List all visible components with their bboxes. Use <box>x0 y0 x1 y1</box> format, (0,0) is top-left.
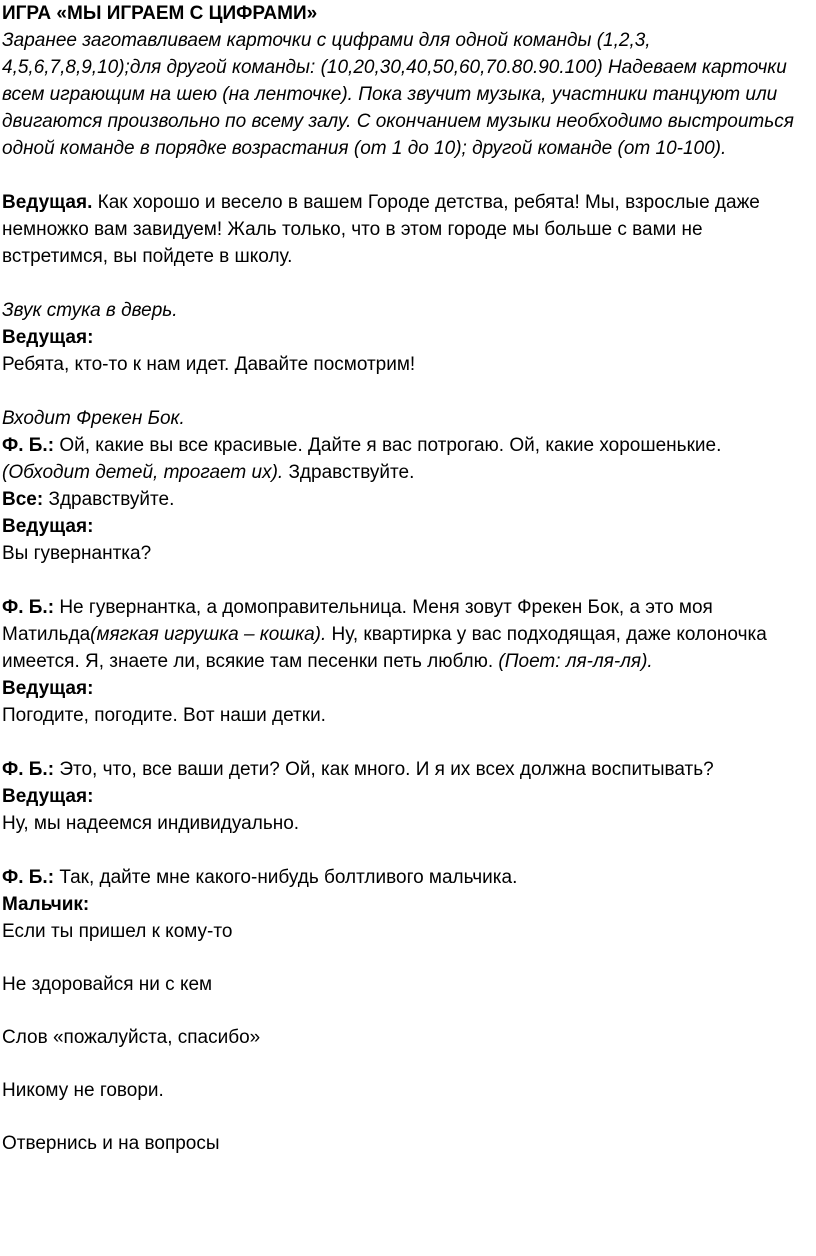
speaker-label: Ф. Б.: <box>2 759 55 780</box>
poem-line: Слов «пожалуйста, спасибо» <box>2 1027 261 1048</box>
paragraph-gap <box>2 378 804 405</box>
stage-direction-inline: (Поет: ля-ля-ля). <box>498 651 653 672</box>
poem-line: Отвернись и на вопросы <box>2 1133 220 1154</box>
speech-text: Ну, квартирка у вас подходящая, даже колоночка имеется. Я, знаете ли, всякие там песенки петь люблю. <box>2 624 767 672</box>
speaker-label: Ведущая: <box>2 327 94 348</box>
paragraph-fb-greeting <box>2 432 804 486</box>
speech-text: Ну, мы надеемся индивидуально. <box>2 813 300 834</box>
poem-line: Не здоровайся ни с кем <box>2 974 213 995</box>
stage-direction-knock: Звук стука в дверь. <box>2 300 178 321</box>
stage-direction-inline: (мягкая игрушка – кошка). <box>90 624 327 645</box>
paragraph-all <box>2 486 804 513</box>
speech-text: Вы гувернантка? <box>2 543 152 564</box>
document-title: ИГРА «МЫ ИГРАЕМ С ЦИФРАМИ» <box>2 3 318 24</box>
speaker-label: Ф. Б.: <box>2 597 55 618</box>
speaker-label: Ведущая: <box>2 678 94 699</box>
speaker-label: Ф. Б.: <box>2 435 55 456</box>
speech-text: Ребята, кто-то к нам идет. Давайте посмотрим! <box>2 354 416 375</box>
poem-line: Никому не говори. <box>2 1080 164 1101</box>
speech-text: Не гувернантка, а домоправительница. Меня зовут Фрекен Бок, а это моя Матильда <box>2 597 713 645</box>
paragraph-gap <box>2 729 804 756</box>
paragraph-gap <box>2 162 804 189</box>
speech-text: Так, дайте мне какого-нибудь болтливого мальчика. <box>54 867 518 888</box>
speech-text: Погодите, погодите. Вот наши детки. <box>2 705 326 726</box>
speech-text: Здравствуйте. <box>43 489 175 510</box>
speaker-label: Ведущая: <box>2 516 94 537</box>
speech-text: Ой, какие вы все красивые. Дайте я вас потрогаю. Ой, какие хорошенькие. <box>54 435 722 456</box>
paragraph-gap <box>2 837 804 864</box>
paragraph-fb-housekeeper <box>2 594 804 675</box>
speaker-label: Все: <box>2 489 44 510</box>
paragraph-gap <box>2 270 804 297</box>
speech-text: Как хорошо и весело в вашем Городе детства, ребята! Мы, взрослые даже немножко вам завидуем! Жаль только, что в этом городе мы больше с вами не встретимся, вы пойдете в школу. <box>2 192 760 267</box>
paragraph-gap <box>2 567 804 594</box>
speech-text: Здравствуйте. <box>283 462 415 483</box>
game-description: Заранее заготавливаем карточки с цифрами для одной команды (1,2,3, 4,5,6,7,8,9,10);для другой команды: (10,20,30,40,50,60,70.80.90.100) Надеваем карточки всем играющим на шею (на ленточке). Пока звучит музыка, участники танцуют или двигаются произвольно по всему залу. С окончанием музыки необходимо выстроиться одной команде в порядке возрастания (от 1 до 10); другой команде (от 10-100). <box>2 30 794 159</box>
stage-direction-inline: (Обходит детей, трогает их). <box>2 462 284 483</box>
speaker-label: Мальчик: <box>2 894 90 915</box>
paragraph-fb-boy <box>2 864 804 891</box>
paragraph-fb-children <box>2 756 804 783</box>
speaker-label: Ф. Б.: <box>2 867 55 888</box>
paragraph-host-intro <box>2 189 804 270</box>
poem-line: Если ты пришел к кому-то <box>2 921 233 942</box>
speaker-label: Ведущая. <box>2 192 93 213</box>
speech-text: Это, что, все ваши дети? Ой, как много. И я их всех должна воспитывать? <box>54 759 714 780</box>
speaker-label: Ведущая: <box>2 786 94 807</box>
stage-direction-enter: Входит Фрекен Бок. <box>2 408 185 429</box>
